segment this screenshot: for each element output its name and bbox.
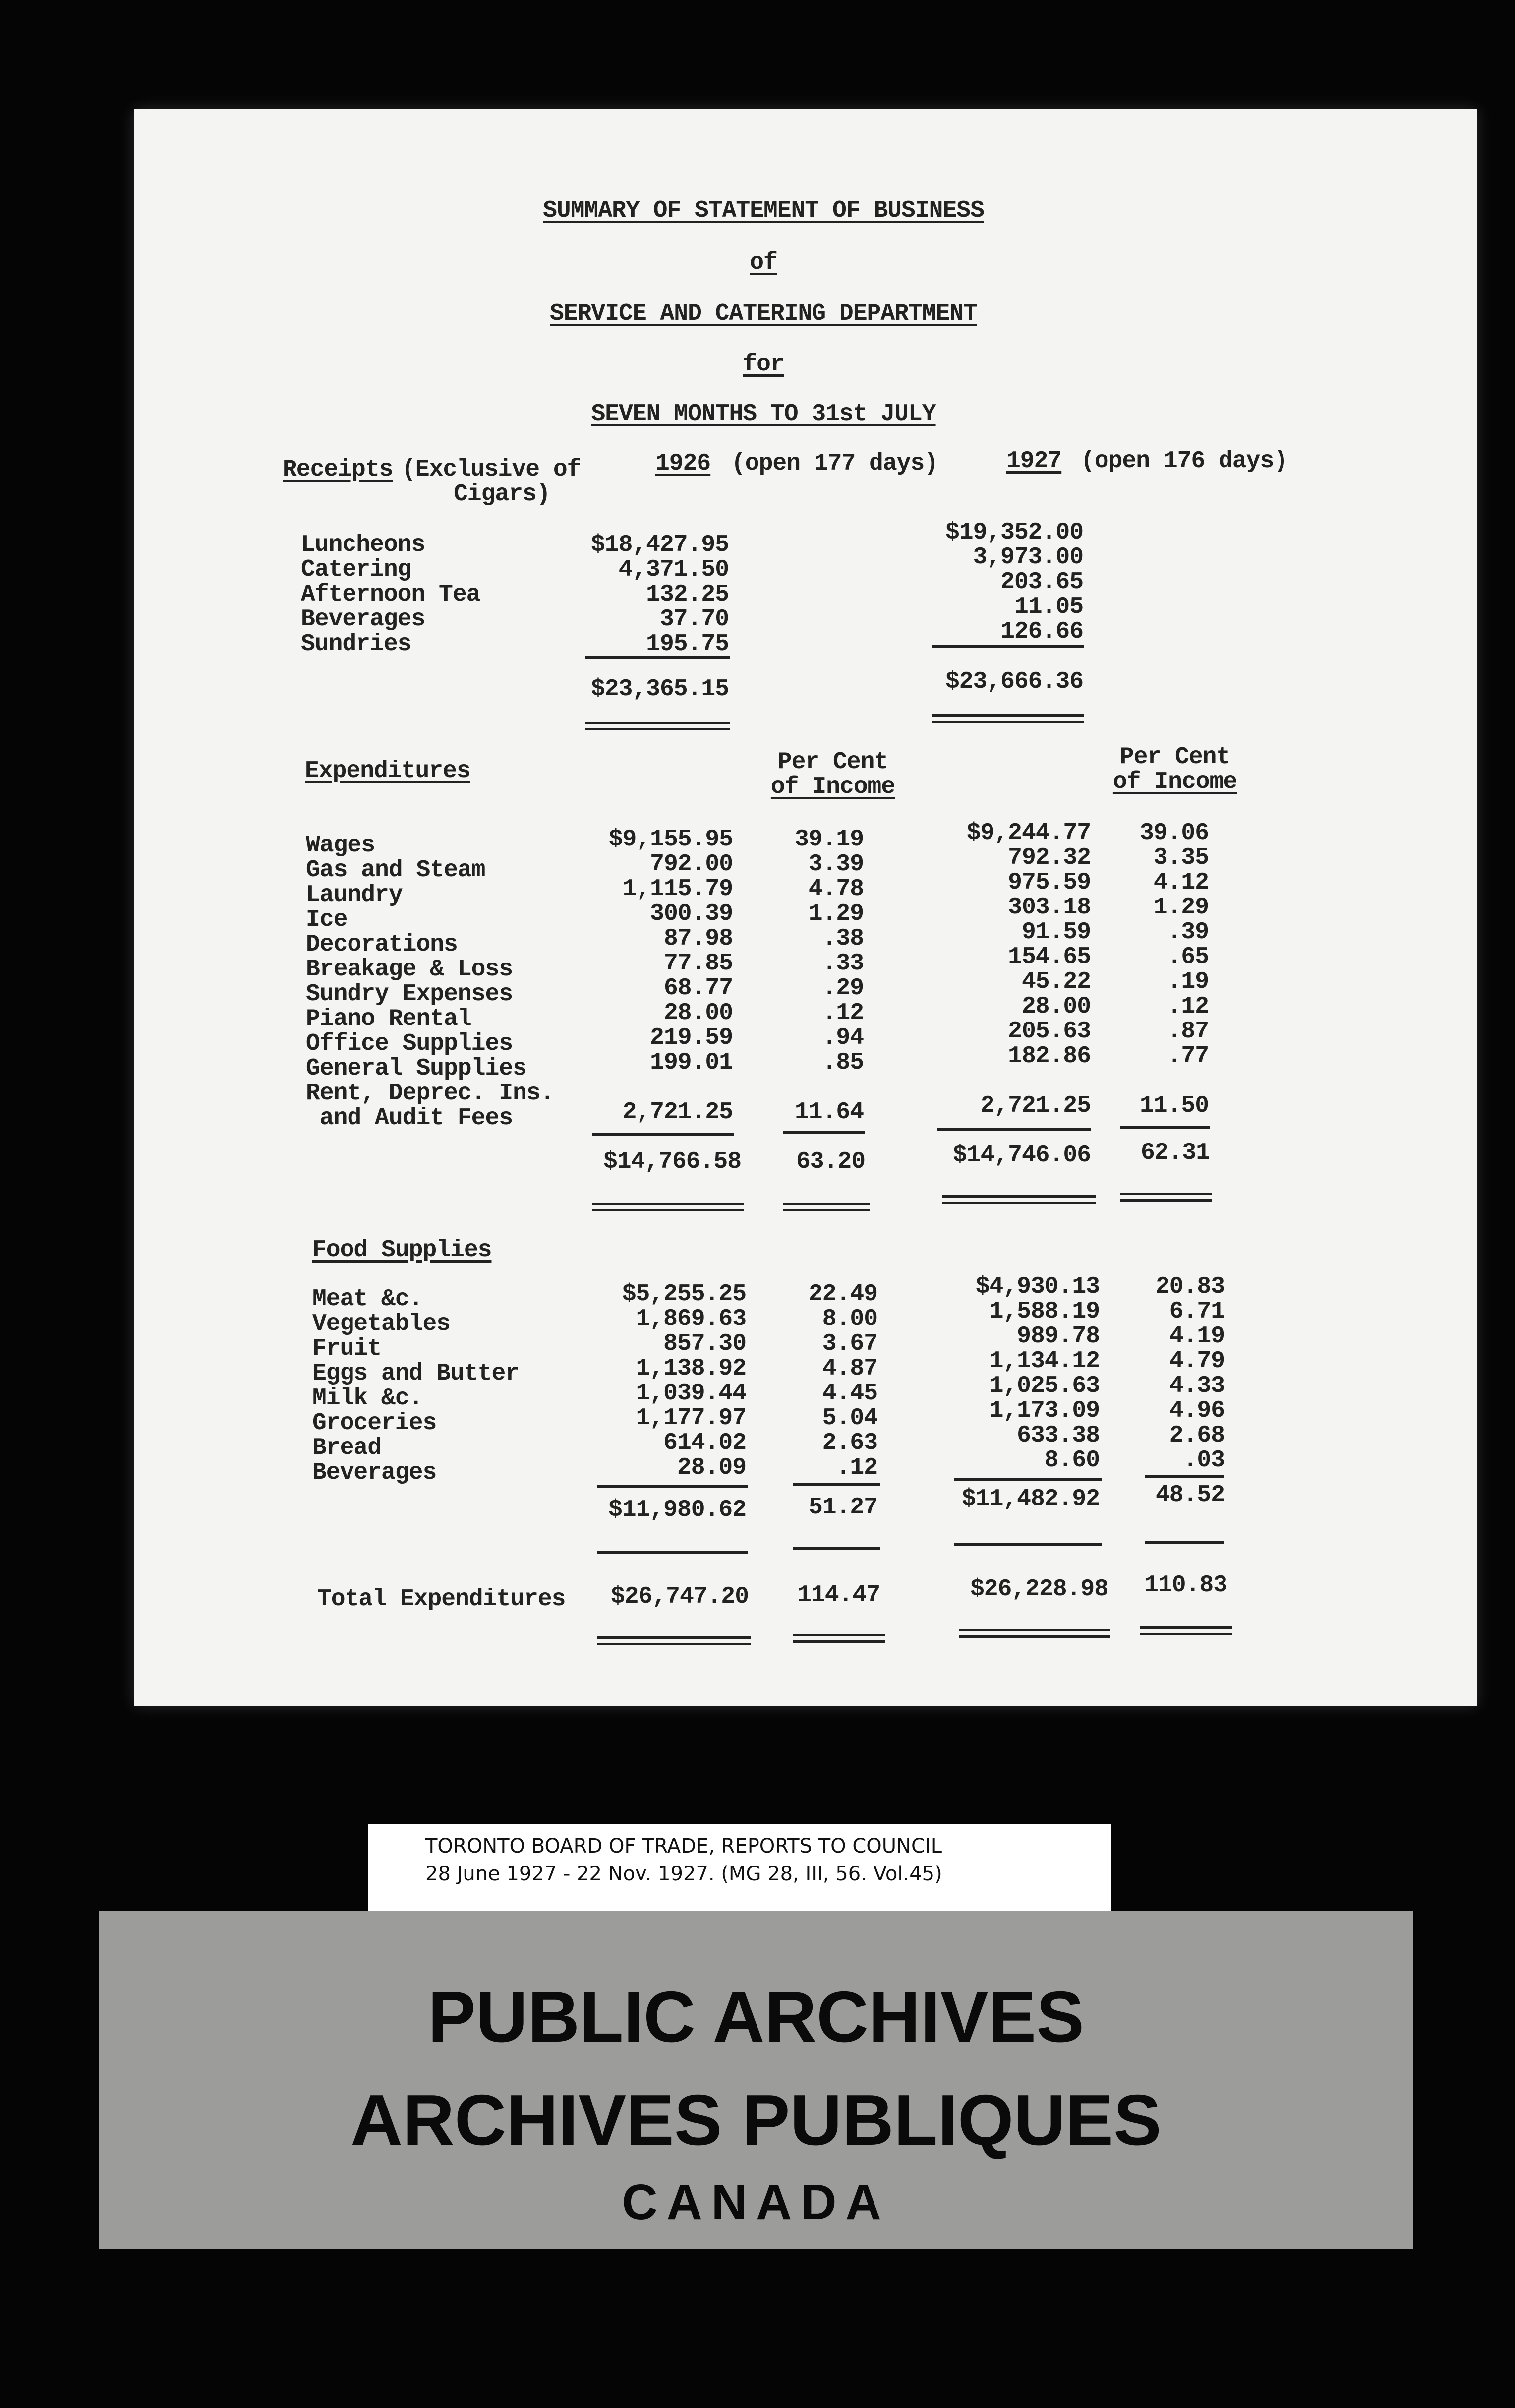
expenditures-total-1927-pct: 62.31	[1140, 1140, 1210, 1166]
year-1927-header: 1927	[1006, 448, 1062, 475]
food-label: Bread	[312, 1435, 382, 1461]
expenditure-label: Laundry	[306, 882, 403, 908]
expenditure-label: Sundry Expenses	[306, 981, 513, 1008]
expenditure-1927-amount: 2,721.25	[980, 1092, 1091, 1119]
receipts-1926-double-rule	[585, 722, 730, 730]
receipts-total-1927: $23,666.36	[945, 668, 1083, 695]
expenditure-1927-amount: 182.86	[1008, 1043, 1091, 1070]
expenditure-label: Rent, Deprec. Ins.	[306, 1080, 554, 1107]
pct-header-1926-line1: Per Cent	[777, 749, 888, 776]
receipt-1927-amount: 3,973.00	[973, 544, 1083, 571]
expenditure-label: Wages	[306, 832, 375, 859]
expenditure-1927-amount: 975.59	[1008, 869, 1091, 896]
food-1926-percent: 4.45	[822, 1380, 877, 1407]
food-total-1927: $11,482.92	[961, 1486, 1100, 1512]
food-1926-amount: 1,138.92	[636, 1355, 746, 1382]
title-line-2: of	[750, 249, 777, 276]
expenditure-label: General Supplies	[306, 1055, 526, 1082]
food-1926-rule	[597, 1485, 748, 1488]
receipt-label: Sundries	[301, 631, 411, 658]
title-line-5: SEVEN MONTHS TO 31st JULY	[591, 401, 936, 427]
expenditure-1927-amount: 792.32	[1008, 844, 1091, 871]
expenditures-1927-pct-rule	[1120, 1126, 1210, 1129]
receipt-1927-amount: $19,352.00	[945, 519, 1083, 546]
receipt-1927-amount: 203.65	[1000, 569, 1083, 596]
expenditure-label: Breakage & Loss	[306, 956, 513, 983]
year-1926-header: 1926	[655, 450, 711, 477]
expenditure-1926-percent: .38	[822, 925, 864, 952]
expenditure-1927-amount: 303.18	[1008, 894, 1091, 921]
food-1926-percent: 5.04	[822, 1405, 877, 1432]
total-1927-pct-double-rule	[1140, 1626, 1232, 1635]
stamp-line-3: CANADA	[622, 2174, 890, 2230]
food-1927-amount: 1,134.12	[989, 1348, 1100, 1375]
expenditure-1926-amount: 28.00	[663, 1000, 733, 1026]
food-1927-percent: 20.83	[1155, 1273, 1224, 1300]
receipt-1926-amount: 4,371.50	[618, 556, 729, 583]
food-label: Meat &c.	[312, 1286, 423, 1313]
total-expenditures-1927: $26,228.98	[970, 1576, 1108, 1603]
food-total-1926-pct: 51.27	[808, 1494, 877, 1521]
food-1927-rule	[954, 1478, 1102, 1481]
expenditure-label: Piano Rental	[306, 1006, 471, 1032]
expenditure-1926-percent: .33	[822, 950, 864, 977]
expenditure-1926-amount: 792.00	[650, 851, 733, 878]
food-total-1927-pct: 48.52	[1155, 1482, 1224, 1508]
archive-label-line-1: TORONTO BOARD OF TRADE, REPORTS TO COUNCIL	[425, 1835, 942, 1858]
food-1927-amount: 1,025.63	[989, 1373, 1100, 1399]
expenditure-1926-amount: 219.59	[650, 1024, 733, 1051]
food-supplies-heading: Food Supplies	[312, 1237, 492, 1264]
food-1926-amount: 1,177.97	[636, 1405, 746, 1432]
receipt-1926-amount: 37.70	[659, 606, 729, 633]
food-1926-amount: 28.09	[677, 1454, 746, 1481]
pct-header-1927-line1: Per Cent	[1119, 744, 1230, 771]
stamp-line-2: ARCHIVES PUBLIQUES	[350, 2080, 1162, 2160]
expenditure-1926-percent: .29	[822, 975, 864, 1002]
food-1926-percent: 4.87	[822, 1355, 877, 1382]
total-expenditures-1926-pct: 114.47	[797, 1582, 880, 1609]
total-1927-double-rule	[959, 1629, 1110, 1638]
expenditure-1926-amount: 2,721.25	[622, 1099, 733, 1126]
receipt-label: Beverages	[301, 606, 425, 633]
food-1926-amount: 857.30	[663, 1330, 746, 1357]
expenditure-1926-percent: 39.19	[794, 826, 864, 853]
expenditure-1926-amount: 87.98	[663, 925, 733, 952]
expenditure-1927-percent: 3.35	[1153, 844, 1209, 871]
food-1926-percent: 8.00	[822, 1306, 877, 1332]
expenditures-1927-rule	[937, 1128, 1091, 1131]
pct-header-1927-line2: of Income	[1112, 769, 1237, 795]
food-1927-percent: 6.71	[1169, 1298, 1224, 1325]
food-1927-pct-total-rule	[1145, 1541, 1224, 1544]
receipt-label: Afternoon Tea	[301, 581, 480, 608]
expenditure-1926-percent: 4.78	[808, 876, 864, 903]
food-1926-percent: 22.49	[808, 1281, 877, 1308]
expenditure-1926-percent: .12	[822, 1000, 864, 1026]
food-1926-total-rule	[597, 1551, 748, 1554]
receipts-1926-rule	[585, 656, 730, 659]
receipts-heading: Receipts	[283, 456, 393, 483]
expenditure-1926-amount: 68.77	[663, 975, 733, 1002]
public-archives-stamp	[99, 1911, 1413, 2249]
food-1926-percent: .12	[836, 1454, 877, 1481]
expenditures-total-1927: $14,746.06	[952, 1142, 1091, 1169]
food-1927-amount: $4,930.13	[975, 1273, 1100, 1300]
expenditure-1927-amount: 28.00	[1021, 993, 1091, 1020]
expenditure-1927-percent: .12	[1167, 993, 1209, 1020]
food-1926-amount: 1,039.44	[636, 1380, 746, 1407]
expenditure-1926-amount: 1,115.79	[622, 876, 733, 903]
food-label: Vegetables	[312, 1311, 451, 1337]
receipt-1927-amount: 126.66	[1000, 618, 1083, 645]
food-1927-total-rule	[954, 1543, 1102, 1546]
food-label: Groceries	[312, 1410, 437, 1437]
food-1927-amount: 1,173.09	[989, 1397, 1100, 1424]
expenditures-1926-pct-double-rule	[783, 1203, 870, 1211]
food-1927-percent: 4.33	[1169, 1373, 1224, 1399]
expenditures-1927-pct-double-rule	[1120, 1193, 1212, 1202]
food-1927-percent: 4.19	[1169, 1323, 1224, 1350]
archive-reference-label	[368, 1824, 1111, 1911]
title-line-3: SERVICE AND CATERING DEPARTMENT	[550, 301, 977, 327]
food-1927-pct-rule	[1145, 1475, 1224, 1478]
expenditures-1926-rule	[592, 1133, 734, 1136]
food-1926-amount: 1,869.63	[636, 1306, 746, 1332]
expenditure-1927-percent: .19	[1167, 968, 1209, 995]
expenditures-1926-double-rule	[592, 1203, 744, 1211]
food-total-1926: $11,980.62	[608, 1497, 746, 1523]
expenditure-1926-percent: 1.29	[808, 901, 864, 927]
expenditure-label: Office Supplies	[306, 1030, 513, 1057]
year-1926-note: (open 177 days)	[731, 450, 938, 477]
expenditure-1927-amount: 154.65	[1008, 944, 1091, 970]
total-expenditures-1926: $26,747.20	[610, 1583, 749, 1610]
expenditure-1926-amount: $9,155.95	[608, 826, 733, 853]
food-label: Beverages	[312, 1459, 437, 1486]
food-1926-percent: 3.67	[822, 1330, 877, 1357]
expenditure-1927-percent: .39	[1167, 919, 1209, 946]
expenditure-1926-percent: .94	[822, 1024, 864, 1051]
expenditure-1926-amount: 300.39	[650, 901, 733, 927]
food-1927-percent: 4.79	[1169, 1348, 1224, 1375]
expenditure-1927-percent: 1.29	[1153, 894, 1209, 921]
total-expenditures-1927-pct: 110.83	[1144, 1572, 1227, 1599]
expenditure-1927-percent: .77	[1167, 1043, 1209, 1070]
title-line-1: SUMMARY OF STATEMENT OF BUSINESS	[543, 197, 984, 224]
food-label: Eggs and Butter	[312, 1360, 520, 1387]
total-1926-double-rule	[597, 1636, 751, 1645]
food-1926-pct-total-rule	[793, 1547, 880, 1550]
receipt-1926-amount: 132.25	[646, 581, 729, 608]
expenditure-1927-amount: 205.63	[1008, 1018, 1091, 1045]
archive-label-line-2: 28 June 1927 - 22 Nov. 1927. (MG 28, III, 56. Vol.45)	[425, 1863, 942, 1885]
title-line-4: for	[743, 351, 784, 378]
food-1926-pct-rule	[793, 1483, 880, 1486]
receipts-total-1926: $23,365.15	[590, 676, 729, 703]
food-1927-amount: 8.60	[1044, 1447, 1100, 1474]
expenditure-1926-amount: 77.85	[663, 950, 733, 977]
expenditure-1926-percent: 11.64	[794, 1099, 864, 1126]
receipt-1926-amount: 195.75	[646, 631, 729, 658]
expenditure-1927-percent: .87	[1167, 1018, 1209, 1045]
receipt-1926-amount: $18,427.95	[590, 532, 729, 558]
food-1927-amount: 989.78	[1017, 1323, 1100, 1350]
receipt-label: Catering	[301, 556, 411, 583]
food-1927-percent: 4.96	[1169, 1397, 1224, 1424]
total-1926-pct-double-rule	[793, 1634, 885, 1643]
total-expenditures-label: Total Expenditures	[317, 1586, 566, 1613]
expenditure-1927-amount: 91.59	[1021, 919, 1091, 946]
expenditure-1927-percent: 39.06	[1139, 820, 1209, 846]
food-label: Milk &c.	[312, 1385, 423, 1412]
expenditures-1926-pct-rule	[783, 1131, 865, 1134]
expenditure-1927-percent: .65	[1167, 944, 1209, 970]
receipts-1927-double-rule	[932, 714, 1084, 723]
expenditure-label: Gas and Steam	[306, 857, 485, 884]
food-1927-amount: 1,588.19	[989, 1298, 1100, 1325]
expenditure-1927-amount: $9,244.77	[966, 820, 1091, 846]
expenditure-1926-percent: 3.39	[808, 851, 864, 878]
expenditure-1927-amount: 45.22	[1021, 968, 1091, 995]
expenditures-total-1926: $14,766.58	[603, 1148, 741, 1175]
expenditure-label: Ice	[306, 906, 348, 933]
food-label: Fruit	[312, 1335, 382, 1362]
expenditure-1927-percent: 4.12	[1153, 869, 1209, 896]
receipts-1927-rule	[932, 645, 1084, 648]
food-1927-percent: .03	[1183, 1447, 1224, 1474]
pct-header-1926-line2: of Income	[770, 774, 895, 800]
food-1926-percent: 2.63	[822, 1430, 877, 1456]
expenditures-total-1926-pct: 63.20	[796, 1148, 865, 1175]
expenditure-1926-amount: 199.01	[650, 1049, 733, 1076]
expenditure-label: and Audit Fees	[306, 1105, 513, 1132]
receipt-1927-amount: 11.05	[1014, 594, 1083, 620]
year-1927-note: (open 176 days)	[1081, 448, 1288, 475]
expenditures-heading: Expenditures	[305, 758, 470, 784]
food-1927-amount: 633.38	[1017, 1422, 1100, 1449]
food-1926-amount: $5,255.25	[622, 1281, 746, 1308]
stamp-line-1: PUBLIC ARCHIVES	[428, 1977, 1084, 2057]
receipts-note-2: Cigars)	[454, 481, 550, 508]
expenditure-1927-percent: 11.50	[1139, 1092, 1209, 1119]
food-1926-amount: 614.02	[663, 1430, 746, 1456]
receipts-note-1: (Exclusive of	[402, 456, 581, 483]
expenditures-1927-double-rule	[942, 1195, 1096, 1204]
receipt-label: Luncheons	[301, 532, 425, 558]
expenditure-label: Decorations	[306, 931, 458, 958]
expenditure-1926-percent: .85	[822, 1049, 864, 1076]
food-1927-percent: 2.68	[1169, 1422, 1224, 1449]
